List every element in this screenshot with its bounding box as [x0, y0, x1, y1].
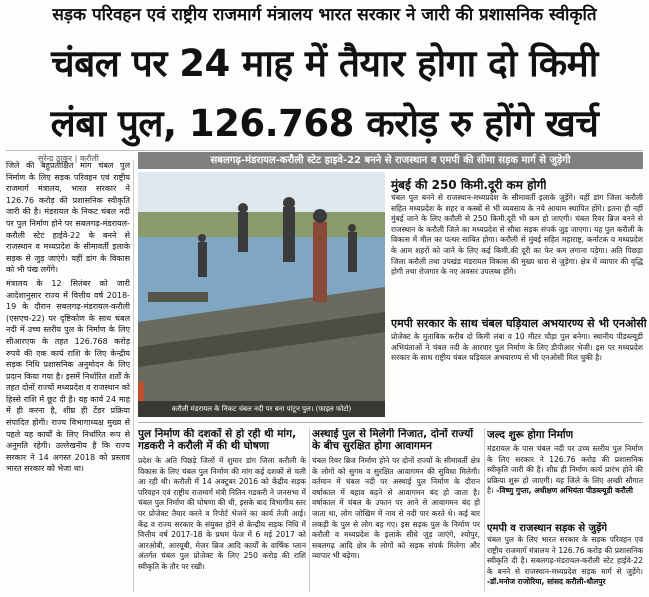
section-heading: अस्थाई पुल से मिलेगी निजात, दोनों राज्यों के बीच सुरक्षित होगा आवागमन [312, 428, 474, 452]
lead-paragraph: जिले की बहुप्रतीक्षित मांग चंबल पुल निर्माण के लिए सड़क परिवहन एवं राष्ट्रीय राजमार्ग मंत्रालय, भारत सरकार ने 126.76 करोड़ की प्रशासनिक स्वीकृति जारी की है। मंडरायल के निकट चंबल नदी पर पुल निर्माण होने पर सबलगढ़-मंडरायल-करौली स्टेट हाईवे-22 के बनने से राजस्थान व मध्यप्रदेश के सीमावर्ती इलाके सड़क से जुड़ जाएंगे। यहीं डांग के विकास को भी पंख लगेंगे। [6, 161, 130, 275]
kicker-line: सड़क परिवहन एवं राष्ट्रीय राजमार्ग मंत्रालय भारत सरकार ने जारी की प्रशासनिक स्वीकृति [52, 5, 597, 25]
quote-body: चंबल पुल के लिए भारत सरकार के सड़क परिवहन एवं राष्ट्रीय राजमार्ग मंत्रालय ने 126.76 करोड़ की प्रशासनिक स्वीकृति दी है। सबलगढ़-मंडरायल-करौली स्टेट हाईवे-22 के बनने से राजस्थान-मध्यप्रदेश सड़क मार्ग से जुड़ेंगे। [487, 535, 643, 576]
section-heading: जल्द शुरू होगा निर्माण [487, 429, 574, 441]
lead-column [6, 160, 130, 592]
section-body: चंबल पुल बनने से राजस्थान-मध्यप्रदेश के सीमावर्ती इलाके जुड़ेंगे। यहीं डांग जिला करौली सहित मध्यप्रदेश के शहर व कस्बों से भी व्यवसाय के नये आयाम स्थापित होंगे। इतना ही नहीं मुंबई जाने के लिए करौली से 250 किमी.दूरी भी कम हो जाएगी। चंबल रिवर ब्रिज बनने से राजस्थान के करौली जिले का मध्यप्रदेश से सीधा सड़क संपर्क जुड़ जाएगा। यह पुल करौली के विकास में मील का पत्थर साबित होगा। करौली से मुंबई सहित महाराष्ट्र, कर्नाटक व मध्यप्रदेश के आम शहरों को जाने के लिए कई किमी.की दूरी का फेर कम लगाना पड़ेगा। अति पिछड़ा जिला करौली तथा उपखंड मंडरायल विकास की मुख्य धारा से जुड़ेगा। क्षेत्र में व्यापार की वृद्धि होगी तथा रोजगार के नए अवसर उपलब्ध होंगे। [391, 193, 643, 277]
section-body: चंबल रिवर ब्रिज निर्माण होने पर दोनों राज्यों के सीमावर्ती क्षेत्र के लोगों को सुगम व सुरक्षित आवागमन की सुविधा मिलेगी। वर्तमान में चंबल नदी पर अस्थाई पुल निर्माण के दौरान वर्षाकाल में बहाव बढ़ने से आवागमन बंद हो जाता है। वर्षाकाल में चंबल के उफान पर आने से आवागमन बंद हो जाता था, लोग जोखिम में नाव से नदी पार करते थे। कई बार लकड़ी के पुल से लोग बह गए। इस सड़क पुल के निर्माण पर करौली व मध्यप्रदेश के इलाके सीधे जुड़ जाएंगे, श्योपुर, सबलगढ़ आदि क्षेत्र के लोगों को सड़क संपर्क मिलेगा और व्यापार भी बढ़ेगा। [312, 456, 480, 561]
divider [138, 422, 643, 423]
quote-box [487, 535, 643, 593]
column-divider [133, 160, 134, 592]
section-heading: पुल निर्माण की दशकों से हो रही थी मांग, गडकरी ने करौली में की थी घोषणा [138, 428, 297, 452]
quote-credit: -विष्णु गुप्ता, अधीक्षण अभियंता पीडब्ल्यूडी करौली [496, 486, 633, 496]
section-heading: मुंबई की 250 किमी.दूरी कम होगी [391, 178, 547, 192]
quote-box [487, 444, 643, 514]
section-body: प्रोजेक्ट के मुताबिक करीब दो किमी लंबा व 10 मीटर चौड़ा पुल बनेगा। स्थानीय पीडब्ल्यूडी अभियंताओं ने चंबल नदी के आरपार पुल निर्माण के लिए डीपीआर भेजी। इस पर मध्यप्रदेश सरकार के साथ राष्ट्रीय चंबल घड़ियाल अभयारण्य से भी एनओसी मिल चुकी है। [391, 332, 643, 363]
headline-line-2: लंबा पुल, 126.768 करोड़ रु होंगे खर्च [50, 102, 599, 145]
section-body: प्रदेश के अति पिछड़े जिलों में शुमार डांग जिला करौली के विकास के लिए चंबल पुल निर्माण की मांग कई दशकों से चली आ रही थी। करौली में 14 अक्टूबर 2016 को केंद्रीय सड़क परिवहन एवं राष्ट्रीय राजमार्ग मंत्री नितिन गडकरी ने जनसभा में चंबल पुल निर्माण की घोषणा की थी, इसके बाद विभागीय स्तर पर प्रोजेक्ट तैयार करने व रिपोर्ट भेजने का कार्य तेजी आई। केंद्र व राज्य सरकार के संयुक्त होने से केन्द्रीय सड़क निधि में वित्तीय वर्ष 2017-18 के प्रथम फेज में 6 मई 2017 को आरओबी, आरयूबी, मेजर ब्रिज आदि कार्यों के वार्षिक प्लान अंतर्गत चंबल पुल प्रोजेक्ट के लिए 250 करोड़ की राशि स्वीकृति के तौर पर रखी। [138, 456, 306, 571]
byline: सुरेन्द्र ठाकुर | करौली [38, 154, 99, 163]
top-banner: सबलगढ़-मंडरायल-करौली स्टेट हाइवे-22 बनने से राजस्थान व एमपी की सीमा सड़क मार्ग से जुड़ेगी [138, 152, 643, 169]
section-heading: एमपी सरकार के साथ चंबल घड़ियाल अभयारण्य से भी एनओसी [391, 317, 647, 330]
news-photo [138, 172, 385, 417]
column-divider [309, 428, 310, 592]
section-heading: एमपी व राजस्थान सड़क से जुड़ेंगे [487, 523, 608, 534]
photo-caption: करौली मंडरायल के निकट चंबल नदी पर बना पांटून पुल। (फाइल फोटो) [138, 401, 385, 417]
headline-line-1: चंबल पर 24 माह में तैयार होगा दो किमी [51, 42, 598, 85]
quote-body: मंडरायल के पास चंबल नदी पर उच्च स्तरीय पुल निर्माण के लिए सरकार ने 126.76 करोड़ की प्रशासनिक स्वीकृति जारी की है। शीघ्र ही निर्माण कार्य प्रारंभ होने की प्रक्रिया शुरू हो जाएगी। यह जिले के लिए अच्छी सौगात है। [487, 444, 643, 496]
lead-paragraph: मंत्रालय के 12 सितंबर को जारी आदेशानुसार राज्य में वित्तीय वर्ष 2018-19 के दौरान सबलगढ़-मंडरायल-करौली (एसएच-22) पर दृष्टिकोण के साथ चंबल नदी में उच्च स्तरीय पुल के निर्माण के लिए सीआरएफ के तहत 126.768 करोड़ रुपये की एक कार्य राशि के लिए केन्द्रीय सड़क निधि प्रशासनिक अनुमोदन के लिए प्रदान किया गया है। इसमें निर्धारित शर्तों के तहत दोनों राज्यों मध्यप्रदेश व राजस्थान को हिस्से राशि में छूट दी है। यह कार्य 24 माह में ही करना है, शीघ्र ही टेंडर प्रक्रिया संपादित होगी। राज्य विभागाध्यक्ष मुख्य से पहले यह कार्यों के लिए निर्धारित रूप से अनुमति रहेगी। उल्लेखनीय है कि राज्य सरकार ने 14 अगस्त 2018 को प्रस्ताव भारत सरकार को भेजा था। [6, 278, 130, 474]
divider [6, 150, 643, 151]
quote-credit: -डॉ.मनोज राजोरिया, सांसद करौली-धौलपुर [487, 577, 606, 587]
column-divider [484, 428, 485, 592]
pontoon-bridge-photo [138, 172, 385, 417]
